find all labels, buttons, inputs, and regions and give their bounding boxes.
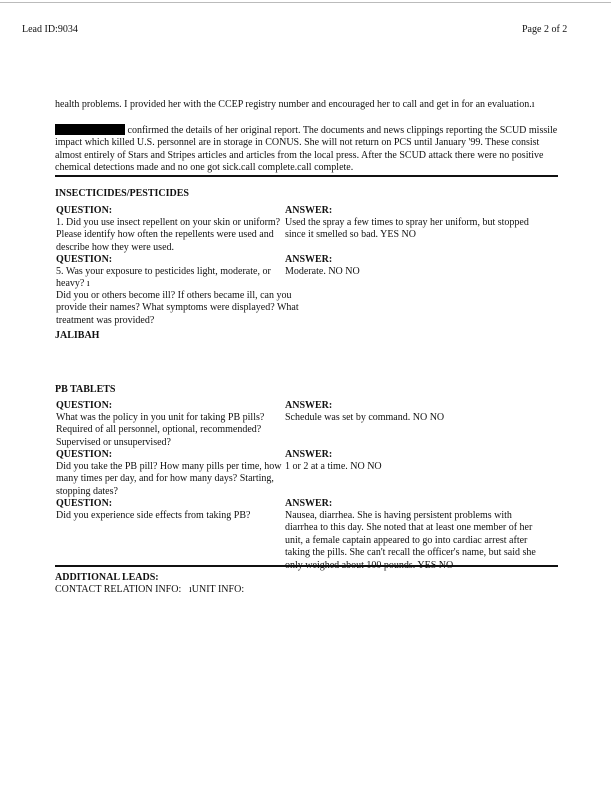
section-title-pb-tablets: PB TABLETS bbox=[55, 384, 116, 395]
intro-paragraph-2: confirmed the details of her original report. The documents and news clippings reporting the SCUD missile impact which killed U.S. personnel are in storage in CONUS. She will not return on PCS until January '99. These consist almost entirely of Stars and Stripes articles and articles from the local press. After the SCUD attack there were no positive chemical detections made and no one got sick.call complete.call complete. bbox=[55, 125, 558, 174]
question-label: QUESTION: bbox=[56, 400, 113, 411]
answer-text: 1 or 2 at a time. NO NO bbox=[285, 461, 382, 472]
section-title-insecticides: INSECTICIDES/PESTICIDES bbox=[55, 188, 189, 199]
answer-label: ANSWER: bbox=[285, 254, 333, 265]
unit-info: ıUNIT INFO: bbox=[189, 584, 245, 595]
question-label: QUESTION: bbox=[56, 498, 113, 509]
answer-label: ANSWER: bbox=[285, 498, 333, 509]
page-number: Page 2 of 2 bbox=[522, 24, 568, 35]
scan-edge-line bbox=[0, 2, 611, 3]
answer-text: Moderate. NO NO bbox=[285, 266, 360, 277]
question-text: What was the policy in you unit for taking PB pills? Required of all personnel, optional, recommended? Supervised or unsupervised? bbox=[56, 412, 265, 448]
redaction-block bbox=[55, 124, 125, 135]
question-text: Did you take the PB pill? How many pills per time, how many times per day, and for how many days? Starting, stopping dates? bbox=[56, 461, 282, 497]
question-text: 1. Did you use insect repellent on your skin or uniform? Please identify how often the repellents were used and describe how they were used. bbox=[56, 217, 281, 253]
divider bbox=[55, 175, 558, 177]
answer-label: ANSWER: bbox=[285, 205, 333, 216]
question-text-followup: Did you or others become ill? If others became ill, can you provide their names? What symptoms were displayed? What treatment was provided? bbox=[56, 290, 299, 326]
divider bbox=[55, 565, 558, 567]
question-label: QUESTION: bbox=[56, 254, 113, 265]
answer-text: Schedule was set by command. NO NO bbox=[285, 412, 445, 423]
lead-id: Lead ID:9034 bbox=[22, 24, 78, 35]
section-title-jalibah: JALIBAH bbox=[55, 330, 100, 341]
question-label: QUESTION: bbox=[56, 205, 113, 216]
contact-relation-info: CONTACT RELATION INFO: bbox=[55, 584, 182, 595]
additional-leads-title: ADDITIONAL LEADS: bbox=[55, 572, 159, 583]
answer-label: ANSWER: bbox=[285, 449, 333, 460]
answer-text: Used the spray a few times to spray her uniform, but stopped since it smelled so bad. YES NO bbox=[285, 217, 529, 241]
question-label: QUESTION: bbox=[56, 449, 113, 460]
question-text: Did you experience side effects from taking PB? bbox=[56, 510, 251, 521]
intro-paragraph-1: health problems. I provided her with the CCEP registry number and encouraged her to call and get in for an evaluation.ı bbox=[55, 99, 535, 110]
answer-label: ANSWER: bbox=[285, 400, 333, 411]
question-text: 5. Was your exposure to pesticides light, moderate, or heavy? ı bbox=[56, 266, 271, 290]
answer-text: Nausea, diarrhea. She is having persistent problems with diarrhea to this day. She noted that at least one member of her unit, a female captain appeared to go into cardiac arrest after taking the pills. She can't recall the officer's name, but said she bbox=[285, 510, 536, 559]
